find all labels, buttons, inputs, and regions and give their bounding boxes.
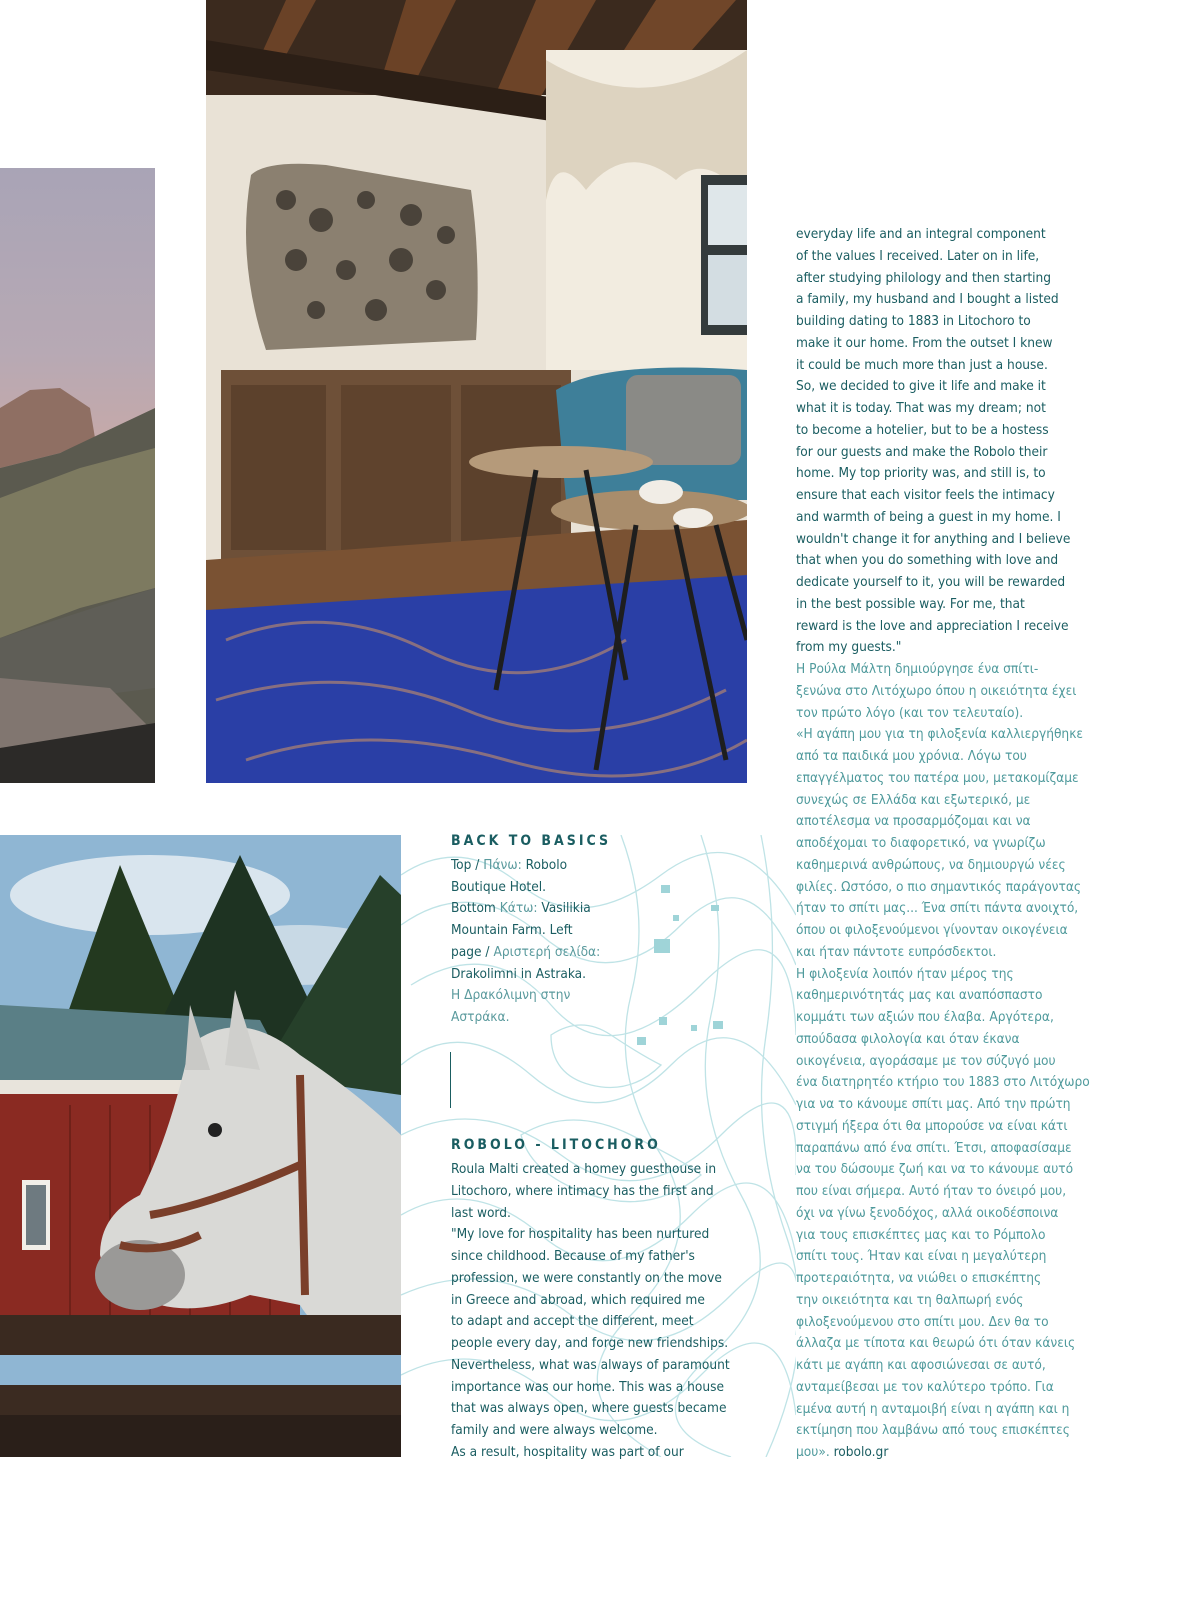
- horse-farm-photo: [0, 835, 401, 1457]
- greek-text-line: που είναι σήμερα. Αυτό ήταν το όνειρό μου,: [796, 1183, 1067, 1199]
- photo-caption: [451, 855, 601, 1029]
- text-line: to become a hotelier, but to be a hostess: [796, 421, 1049, 438]
- text-line: importance was our home. This was a house: [451, 1378, 724, 1395]
- greek-text-line: για να το κάνουμε σπίτι μας. Από την πρώτη: [796, 1096, 1071, 1112]
- greek-text-line: επαγγέλματος του πατέρα μου, μετακομίζαμε: [796, 769, 1079, 786]
- text-line: it could be much more than just a house.: [796, 356, 1048, 373]
- text-line: building dating to 1883 in Litochoro to: [796, 313, 1031, 329]
- text-line: Litochoro, where intimacy has the first and: [451, 1182, 714, 1199]
- greek-text-line: την οικειότητα και τη θαλπωρή ενός: [796, 1291, 1024, 1308]
- greek-text-line: προτεραιότητα, να νιώθει ο επισκέπτης: [796, 1270, 1042, 1286]
- greek-text-line: παραπάνω από ένα σπίτι. Έτσι, αποφασίσαμε: [796, 1139, 1072, 1156]
- caption-line-greek: Αστράκα.: [451, 1008, 510, 1025]
- greek-text-line: αποδέχομαι το διαφορετικό, να γνωρίζω: [796, 835, 1046, 851]
- greek-text-line: καθημερινότητάς μας και αναπόσπαστο: [796, 987, 1043, 1004]
- greek-text-line: ανταμείβεσαι με τον καλύτερο τρόπο. Για: [796, 1378, 1054, 1395]
- greek-text-line: ένα διατηρητέο κτήριο του 1883 στο Λιτόχωρο: [796, 1074, 1090, 1091]
- text-line: profession, we were constantly on the move: [451, 1269, 722, 1286]
- text-line: after studying philology and then starting: [796, 269, 1052, 286]
- text-line: in Greece and abroad, which required me: [451, 1291, 705, 1308]
- mountain-lake-photo: [0, 168, 155, 783]
- text-line: from my guests.": [796, 639, 902, 656]
- greek-text-line: Η Ρούλα Μάλτη δημιούργησε ένα σπίτι-: [796, 661, 1039, 677]
- caption-line: Boutique Hotel.: [451, 878, 547, 895]
- text-line: ensure that each visitor feels the intimacy: [796, 487, 1055, 503]
- article-english-column-start: [451, 1159, 751, 1464]
- text-line: what it is today. That was my dream; not: [796, 400, 1046, 416]
- greek-text-line: ξενώνα στο Λιτόχωρο όπου η οικειότητα έχει: [796, 682, 1077, 699]
- greek-text-line: από τα παιδικά μου χρόνια. Λόγω του: [796, 748, 1027, 764]
- greek-text-line: και ήταν πάντοτε ευπρόσδεκτοι.: [796, 943, 997, 960]
- greek-text-line: όχι να γίνω ξενοδόχος, αλλά οικοδέσποινα: [796, 1204, 1059, 1221]
- text-line: for our guests and make the Robolo their: [796, 443, 1048, 460]
- greek-text-line: σπούδασα φιλολογία και όταν έκανα: [796, 1030, 1020, 1047]
- text-line: since childhood. Because of my father's: [451, 1248, 695, 1264]
- greek-text-line: κάτι με αγάπη και αφοσιώνεσαι σε αυτό,: [796, 1357, 1046, 1373]
- greek-text-line: Η φιλοξενία λοιπόν ήταν μέρος της: [796, 965, 1014, 982]
- greek-text-line: εμένα αυτή η ανταμοιβή είναι η αγάπη και η: [796, 1400, 1070, 1417]
- text-line: last word.: [451, 1204, 511, 1221]
- article-right-column: [796, 224, 1096, 1464]
- caption-line: Bottom: [451, 900, 500, 917]
- interior-photo-art: [206, 0, 747, 783]
- text-line: "My love for hospitality has been nurtured: [451, 1226, 710, 1243]
- greek-text-line: άλλαζα με τίποτα και θεωρώ ότι όταν κάνεις: [796, 1335, 1076, 1352]
- caption-heading: BACK TO BASICS: [451, 833, 612, 849]
- greek-text-line: φιλοξενούμενου στο σπίτι μου. Δεν θα το: [796, 1313, 1049, 1330]
- greek-text-line: καθημερινά ανθρώπους, να δημιουργώ νέες: [796, 856, 1066, 873]
- text-line: So, we decided to give it life and make it: [796, 378, 1046, 395]
- greek-text-line: «Η αγάπη μου για τη φιλοξενία καλλιεργήθηκε: [796, 726, 1084, 743]
- text-line: of the values I received. Later on in life,: [796, 247, 1040, 264]
- hotel-interior-photo: [206, 0, 747, 783]
- greek-text-line: τον πρώτο λόγο (και τον τελευταίο).: [796, 704, 1024, 721]
- text-line: home. My top priority was, and still is, to: [796, 465, 1046, 482]
- greek-text-line: σπίτι τους. Ήταν και είναι η μεγαλύτερη: [796, 1248, 1047, 1265]
- text-line: everyday life and an integral component: [796, 226, 1046, 242]
- text-line: people every day, and forge new friendships.: [451, 1335, 729, 1351]
- text-line: a family, my husband and I bought a listed: [796, 291, 1059, 308]
- text-line: Roula Malti created a homey guesthouse in: [451, 1161, 717, 1177]
- text-line: in the best possible way. For me, that: [796, 595, 1025, 612]
- caption-line: page /: [451, 943, 494, 960]
- greek-text-line: φιλίες. Ωστόσο, ο πιο σημαντικός παράγοντας: [796, 878, 1082, 895]
- text-line: make it our home. From the outset I knew: [796, 334, 1053, 351]
- website-link[interactable]: robolo.gr: [829, 1444, 889, 1460]
- greek-text-line: κομμάτι των αξιών που έλαβα. Αργότερα,: [796, 1009, 1054, 1025]
- caption-line: Robolo: [521, 857, 568, 873]
- caption-line: Top /: [451, 857, 484, 873]
- text-line: Nevertheless, what was always of paramount: [451, 1356, 730, 1373]
- greek-text-line: να του δώσουμε ζωή και να το κάνουμε αυτό: [796, 1161, 1074, 1178]
- caption-line: Mountain Farm. Left: [451, 922, 573, 939]
- caption-line-greek: Αριστερή σελίδα:: [493, 943, 601, 960]
- greek-text-line: μου».: [796, 1444, 830, 1460]
- greek-text-line: συνεχώς σε Ελλάδα και εξωτερικό, με: [796, 791, 1031, 808]
- horse-photo-art: [0, 835, 401, 1457]
- greek-text-line: όπου οι φιλοξενούμενοι γίνονταν οικογένεια: [796, 922, 1068, 938]
- text-line: to adapt and accept the different, meet: [451, 1313, 694, 1330]
- caption-line: Vasilikia: [537, 900, 591, 917]
- greek-text-line: εκτίμηση που λαμβάνω από τους επισκέπτες: [796, 1422, 1070, 1439]
- greek-text-line: ήταν το σπίτι μας... Ένα σπίτι πάντα ανοιχτό,: [796, 900, 1079, 917]
- text-line: that when you do something with love and: [796, 552, 1059, 569]
- text-line: wouldn't change it for anything and I believe: [796, 530, 1071, 547]
- caption-line-greek: Πάνω:: [483, 857, 522, 873]
- greek-text-line: στιγμή ήξερα ότι θα μπορούσε να είναι κάτι: [796, 1117, 1068, 1134]
- caption-line: Drakolimni in Astraka.: [451, 965, 587, 982]
- text-line: and warmth of being a guest in my home. I: [796, 508, 1061, 525]
- greek-text-line: αποτέλεσμα να προσαρμόζομαι και να: [796, 813, 1031, 830]
- article-heading: ROBOLO - LITOCHORO: [451, 1137, 661, 1153]
- greek-text-line: για τους επισκέπτες μας και το Ρόμπολο: [796, 1226, 1046, 1243]
- greek-text-line: οικογένεια, αγοράσαμε με τον σύζυγό μου: [796, 1052, 1056, 1069]
- caption-line-greek: Κάτω:: [499, 900, 538, 917]
- text-line: As a result, hospitality was part of our: [451, 1443, 684, 1460]
- text-line: dedicate yourself to it, you will be rewarded: [796, 574, 1066, 590]
- text-line: reward is the love and appreciation I receive: [796, 617, 1069, 634]
- text-line: family and were always welcome.: [451, 1422, 658, 1438]
- caption-divider: [450, 1052, 451, 1108]
- caption-line-greek: Η Δρακόλιμνη στην: [451, 987, 571, 1004]
- mountain-photo-art: [0, 168, 155, 783]
- text-line: that was always open, where guests became: [451, 1400, 727, 1417]
